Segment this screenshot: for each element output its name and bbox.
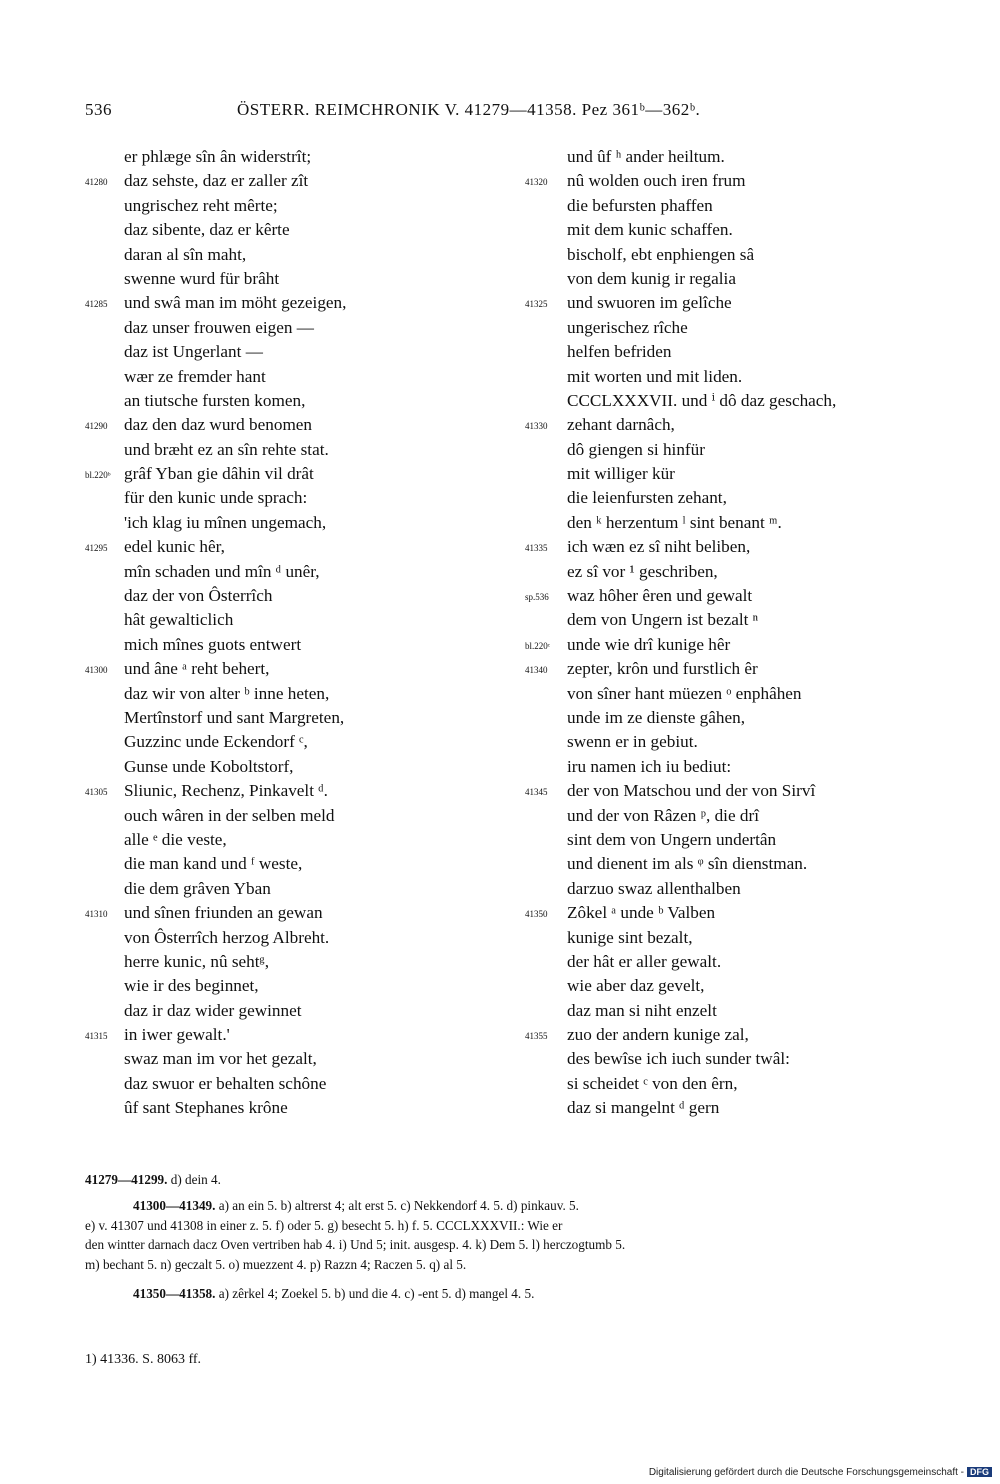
verse-text: herre kunic, nû sehtᵍ,: [124, 951, 270, 971]
verse-text: Guzzinc unde Eckendorf ᶜ,: [124, 732, 308, 752]
verse-line: [85, 682, 515, 706]
line-number: 41320: [525, 177, 548, 188]
verse-line: [85, 1072, 515, 1096]
verse-line: [525, 706, 945, 730]
verse-line: [525, 608, 945, 632]
verse-text: daz unser frouwen eigen —: [124, 317, 314, 337]
apparatus-text: den wintter darnach dacz Oven vertriben hab 4. i) Und 5; init. ausgesp. 4. k) Dem 5. l) herczogtumb 5.: [85, 1237, 626, 1252]
verse-line: [85, 486, 515, 510]
verse-line: [525, 682, 945, 706]
verse-line: [85, 291, 515, 315]
verse-line: [525, 926, 945, 950]
verse-text: der hât er aller gewalt.: [567, 951, 722, 971]
verse-line: [525, 1023, 945, 1047]
verse-text: Mertînstorf und sant Margreten,: [124, 707, 345, 727]
line-number: 41340: [525, 665, 548, 676]
verse-line: [85, 657, 515, 681]
verse-line: [85, 804, 515, 828]
verse-text: daz der von Ôsterrîch: [124, 586, 273, 606]
verse-line: [85, 535, 515, 559]
verse-line: [525, 194, 945, 218]
verse-text: hât gewalticlich: [124, 610, 234, 630]
apparatus-range: 41300—41349.: [133, 1198, 216, 1213]
verse-line: [85, 706, 515, 730]
verse-text: daz ir daz wider gewinnet: [124, 1000, 302, 1020]
verse-line: [525, 462, 945, 486]
verse-text: von sîner hant müezen ᵒ enphâhen: [567, 683, 802, 703]
verse-text: daz sibente, daz er kêrte: [124, 220, 290, 240]
line-number: 41305: [85, 787, 108, 798]
verse-text: und der von Râzen ᵖ, die drî: [567, 805, 759, 825]
verse-text: alle ᵉ die veste,: [124, 829, 227, 849]
line-number: 41325: [525, 299, 548, 310]
verse-text: ungrischez reht mêrte;: [124, 195, 278, 215]
verse-text: wie ir des beginnet,: [124, 976, 259, 996]
verse-text: ouch wâren in der selben meld: [124, 805, 335, 825]
apparatus-text: a) zêrkel 4; Zoekel 5. b) und die 4. c) -ent 5. d) mangel 4. 5.: [218, 1286, 535, 1301]
line-number: 41350: [525, 909, 548, 920]
apparatus-block-1: [85, 1170, 945, 1190]
line-number: bl.220ᵇ: [85, 470, 111, 481]
line-number: 41295: [85, 543, 108, 554]
verse-text: si scheidet ᶜ von den êrn,: [567, 1073, 738, 1093]
verse-text: den ᵏ herzentum ˡ sint benant ᵐ.: [567, 512, 782, 532]
verse-line: [85, 194, 515, 218]
verse-text: daz swuor er behalten schône: [124, 1073, 327, 1093]
verse-text: bischolf, ebt enphiengen sâ: [567, 244, 755, 264]
verse-text: mit worten und mit liden.: [567, 366, 743, 386]
line-number: 41335: [525, 543, 548, 554]
verse-text: grâf Yban gie dâhin vil drât: [124, 464, 314, 484]
line-number: 41345: [525, 787, 548, 798]
verse-text: mit williger kür: [567, 464, 675, 484]
verse-text: daz si mangelnt ᵈ gern: [567, 1098, 720, 1118]
verse-line: [525, 779, 945, 803]
verse-line: [525, 535, 945, 559]
verse-line: [85, 1023, 515, 1047]
verse-text: waz hôher êren und gewalt: [567, 586, 753, 606]
page-number: 536: [85, 100, 112, 119]
verse-text: ich wæn ez sî niht beliben,: [567, 537, 751, 557]
verse-line: [525, 974, 945, 998]
verse-text: in iwer gewalt.': [124, 1025, 230, 1045]
verse-line: [525, 633, 945, 657]
verse-text: und ûf ʰ ander heiltum.: [567, 147, 725, 166]
apparatus-block-3: [85, 1284, 945, 1304]
line-number: 41290: [85, 421, 108, 432]
verse-text: iru namen ich iu bediut:: [567, 756, 732, 776]
verse-text: edel kunic hêr,: [124, 537, 225, 557]
apparatus-text: e) v. 41307 und 41308 in einer z. 5. f) oder 5. g) besecht 5. h) f. 5. CCCLXXXVII.: Wie er: [85, 1217, 563, 1233]
verse-text: dô giengen si hinfür: [567, 439, 705, 459]
verse-text: er phlæge sîn ân widerstrît;: [124, 147, 312, 166]
line-number: 41355: [525, 1031, 548, 1042]
verse-text: die leienfursten zehant,: [567, 488, 727, 508]
verse-line: [85, 877, 515, 901]
verse-text: unde im ze dienste gâhen,: [567, 707, 746, 727]
verse-text: helfen befriden: [567, 342, 672, 362]
verse-text: mich mînes guots entwert: [124, 634, 302, 654]
verse-text: wær ze fremder hant: [124, 366, 266, 386]
apparatus-text: m) bechant 5. n) geczalt 5. o) muezzent 4. p) Razzn 4; Raczen 5. q) al 5.: [85, 1256, 467, 1272]
verse-line: [525, 365, 945, 389]
verse-line: [525, 1096, 945, 1120]
apparatus-range: 41350—41358.: [133, 1286, 216, 1301]
verse-line: [525, 730, 945, 754]
verse-text: Sliunic, Rechenz, Pinkavelt ᵈ.: [124, 781, 328, 801]
verse-text: und sînen friunden an gewan: [124, 903, 323, 923]
verse-line: [85, 218, 515, 242]
line-number: 41285: [85, 299, 108, 310]
verse-line: [525, 340, 945, 364]
verse-line: [525, 877, 945, 901]
verse-line: [85, 511, 515, 535]
verse-line: [525, 511, 945, 535]
verse-text: mîn schaden und mîn ᵈ unêr,: [124, 561, 320, 581]
footnote: 1) 41336. S. 8063 ff.: [85, 1352, 202, 1367]
verse-text: nû wolden ouch iren frum: [567, 171, 746, 191]
verse-text: die dem grâven Yban: [124, 878, 271, 898]
verse-line: [525, 316, 945, 340]
apparatus-text: d) dein 4.: [170, 1172, 221, 1187]
verse-text: CCCLXXXVII. und ⁱ dô daz geschach,: [567, 390, 837, 410]
verse-line: [85, 633, 515, 657]
apparatus-range: 41279—41299.: [85, 1172, 168, 1187]
verse-line: [85, 755, 515, 779]
verse-text: swenn er in gebiut.: [567, 732, 698, 752]
verse-text: und dienent im als ᵠ sîn dienstman.: [567, 854, 808, 874]
verse-line: [525, 169, 945, 193]
verse-line: [85, 852, 515, 876]
verse-line: [525, 950, 945, 974]
apparatus-block-2: [85, 1196, 945, 1274]
verse-text: daz ist Ungerlant —: [124, 342, 263, 362]
verse-text: an tiutsche fursten komen,: [124, 390, 306, 410]
verse-line: [85, 974, 515, 998]
verse-text: swenne wurd für brâht: [124, 268, 280, 288]
verse-line: [525, 267, 945, 291]
verse-line: [85, 1096, 515, 1120]
verse-line: [525, 1047, 945, 1071]
line-number: bl.220ᶜ: [525, 640, 551, 651]
verse-text: daz sehste, daz er zaller zît: [124, 171, 309, 191]
verse-text: daz man si niht enzelt: [567, 1000, 717, 1020]
verse-text: von Ôsterrîch herzog Albreht.: [124, 927, 330, 947]
verse-line: [85, 950, 515, 974]
line-number: 41330: [525, 421, 548, 432]
verse-text: kunige sint bezalt,: [567, 927, 693, 947]
verse-line: [85, 828, 515, 852]
verse-line: [525, 291, 945, 315]
verse-line: [85, 560, 515, 584]
verse-line: [525, 389, 945, 413]
verse-text: ez sî vor ¹ geschriben,: [567, 561, 718, 581]
verse-text: und swâ man im möht gezeigen,: [124, 293, 347, 313]
verse-line: [85, 145, 515, 169]
verse-line: [85, 901, 515, 925]
verse-line: [525, 560, 945, 584]
verse-text: 'ich klag iu mînen ungemach,: [124, 512, 327, 532]
verse-text: daz wir von alter ᵇ inne heten,: [124, 683, 330, 703]
verse-line: [85, 779, 515, 803]
line-number: 41300: [85, 665, 108, 676]
dfg-logo: DFG: [967, 1467, 992, 1477]
verse-line: [525, 438, 945, 462]
verse-line: [525, 804, 945, 828]
verse-text: für den kunic unde sprach:: [124, 488, 308, 508]
verse-text: zepter, krôn und furstlich êr: [567, 659, 758, 679]
verse-text: daz den daz wurd benomen: [124, 415, 313, 435]
verse-line: [525, 755, 945, 779]
verse-text: Gunse unde Koboltstorf,: [124, 756, 294, 776]
verse-text: swaz man im vor het gezalt,: [124, 1049, 317, 1069]
verse-text: zehant darnâch,: [567, 415, 675, 435]
verse-line: [525, 999, 945, 1023]
verse-line: [85, 413, 515, 437]
verse-text: und bræht ez an sîn rehte stat.: [124, 439, 329, 459]
verse-text: des bewîse ich iuch sunder twâl:: [567, 1049, 790, 1069]
line-number: 41310: [85, 909, 108, 920]
verse-text: von dem kunig ir regalia: [567, 268, 736, 288]
verse-text: ûf sant Stephanes krône: [124, 1098, 288, 1118]
credit-text: Digitalisierung gefördert durch die Deutsche Forschungsgemeinschaft -: [648, 1467, 964, 1478]
verse-line: [85, 999, 515, 1023]
verse-text: daran al sîn maht,: [124, 244, 247, 264]
verse-text: der von Matschou und der von Sirvî: [567, 781, 816, 801]
line-number: 41280: [85, 177, 108, 188]
verse-text: dem von Ungern ist bezalt ⁿ: [567, 610, 759, 630]
verse-line: [525, 584, 945, 608]
verse-line: [525, 657, 945, 681]
verse-line: [85, 267, 515, 291]
verse-text: und swuoren im gelîche: [567, 293, 732, 313]
verse-line: [85, 926, 515, 950]
verse-line: [525, 413, 945, 437]
verse-line: [85, 438, 515, 462]
verse-text: wie aber daz gevelt,: [567, 976, 705, 996]
verse-text: Zôkel ᵃ unde ᵇ Valben: [567, 903, 716, 923]
verse-text: sint dem von Ungern undertân: [567, 829, 777, 849]
verse-line: [85, 389, 515, 413]
verse-text: die man kand und ᶠ weste,: [124, 854, 303, 874]
verse-text: mit dem kunic schaffen.: [567, 220, 733, 240]
verse-line: [525, 218, 945, 242]
verse-line: [85, 365, 515, 389]
verse-text: ungerischez rîche: [567, 317, 688, 337]
verse-line: [85, 1047, 515, 1071]
verse-line: [525, 1072, 945, 1096]
verse-line: [525, 901, 945, 925]
verse-line: [85, 340, 515, 364]
verse-line: [85, 608, 515, 632]
verse-text: darzuo swaz allenthalben: [567, 878, 741, 898]
verse-line: [525, 852, 945, 876]
line-number: 41315: [85, 1031, 108, 1042]
apparatus-text: a) an ein 5. b) altrerst 4; alt erst 5. c) Nekkendorf 4. 5. d) pinkauv. 5.: [218, 1198, 579, 1213]
line-number: sp.536: [525, 592, 549, 603]
verse-text: die befursten phaffen: [567, 195, 713, 215]
verse-text: zuo der andern kunige zal,: [567, 1025, 749, 1045]
verse-line: [525, 243, 945, 267]
verse-line: [525, 145, 945, 169]
verse-line: [525, 486, 945, 510]
page-header: [85, 100, 925, 124]
running-title: ÖSTERR. REIMCHRONIK V. 41279—41358. Pez 361ᵇ—362ᵇ.: [237, 100, 701, 119]
verse-line: [525, 828, 945, 852]
verse-line: [85, 584, 515, 608]
verse-line: [85, 169, 515, 193]
verse-line: [85, 730, 515, 754]
verse-text: unde wie drî kunige hêr: [567, 634, 731, 654]
left-verse-column: [85, 145, 515, 1121]
verse-line: [85, 316, 515, 340]
verse-line: [85, 462, 515, 486]
right-verse-column: [525, 145, 945, 1121]
verse-line: [85, 243, 515, 267]
verse-text: und âne ᵃ reht behert,: [124, 659, 270, 679]
digitization-credit: [649, 1467, 992, 1478]
